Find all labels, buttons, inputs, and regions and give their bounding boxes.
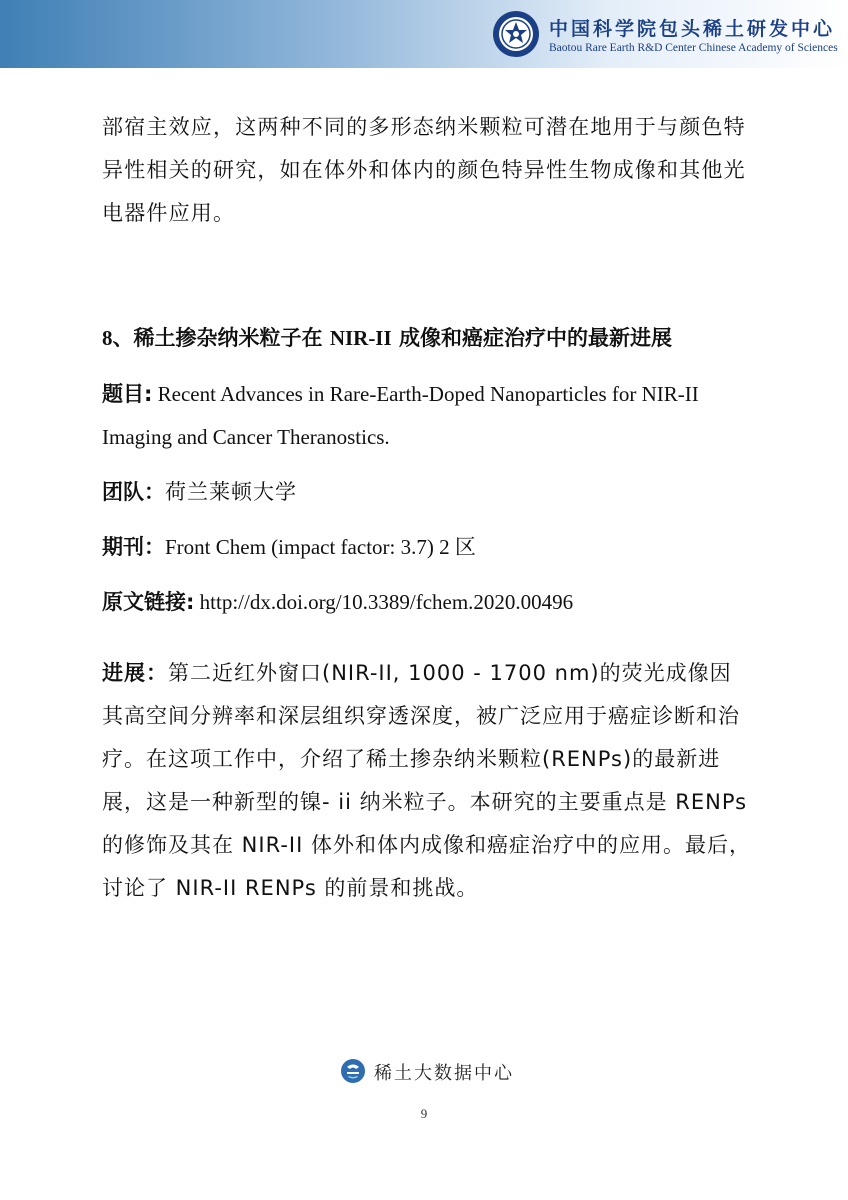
section-title-latin: NIR-II — [329, 326, 392, 350]
rare-earth-data-icon — [340, 1058, 366, 1084]
journal-value: Front Chem (impact factor: 3.7) 2 区 — [165, 535, 476, 559]
section-number: 8 — [102, 326, 113, 350]
section-heading — [102, 323, 752, 353]
footer-brand-text: 稀土大数据中心 — [374, 1063, 514, 1084]
page-header — [0, 0, 848, 68]
topic-value: Recent Advances in Rare-Earth-Doped Nanoparticles for NIR-II Imaging and Cancer Theranostics. — [102, 382, 699, 449]
document-body — [102, 106, 752, 910]
intro-paragraph: 部宿主效应，这两种不同的多形态纳米颗粒可潜在地用于与颜色特异性相关的研究，如在体外和体内的颜色特异性生物成像和其他光电器件应用。 — [102, 115, 746, 225]
topic-label: 题目: — [102, 382, 153, 406]
link-field — [102, 581, 752, 624]
team-field — [102, 471, 752, 514]
page-number: 9 — [420, 1106, 428, 1121]
team-value: 荷兰莱顿大学 — [165, 480, 297, 504]
footer-brand — [340, 1058, 520, 1086]
link-value[interactable]: http://dx.doi.org/10.3389/fchem.2020.00496 — [194, 590, 574, 614]
journal-label: 期刊： — [102, 535, 165, 559]
topic-field — [102, 373, 752, 459]
org-name-cn: 中国科学院包头稀土研发中心 — [549, 18, 836, 40]
cas-logo-icon — [492, 10, 540, 58]
progress-label: 进展： — [102, 661, 168, 685]
team-label: 团队： — [102, 480, 165, 504]
progress-field — [102, 652, 752, 910]
progress-text: 第二近红外窗口(NIR-II, 1000 - 1700 nm)的荧光成像因其高空间分辨率和深层组织穿透深度，被广泛应用于癌症诊断和治疗。在这项工作中，介绍了稀土掺杂纳米颗粒(RENPs)的最新进展，这是一种新型的镍- ii 纳米粒子。本研究的主要重点是 RENPs 的修饰及其在 NIR-II 体外和体内成像和癌症治疗中的应用。最后，讨论了 NIR-II RENPs 的前景和挑战。 — [102, 661, 751, 900]
link-label: 原文链接: — [102, 590, 195, 614]
section-title-part1: 、稀土掺杂纳米粒子在 — [112, 326, 330, 350]
section-title-part2: 成像和癌症治疗中的最新进展 — [391, 326, 672, 350]
org-name-en: Baotou Rare Earth R&D Center Chinese Academy of Sciences — [549, 42, 838, 54]
journal-field — [102, 526, 752, 569]
